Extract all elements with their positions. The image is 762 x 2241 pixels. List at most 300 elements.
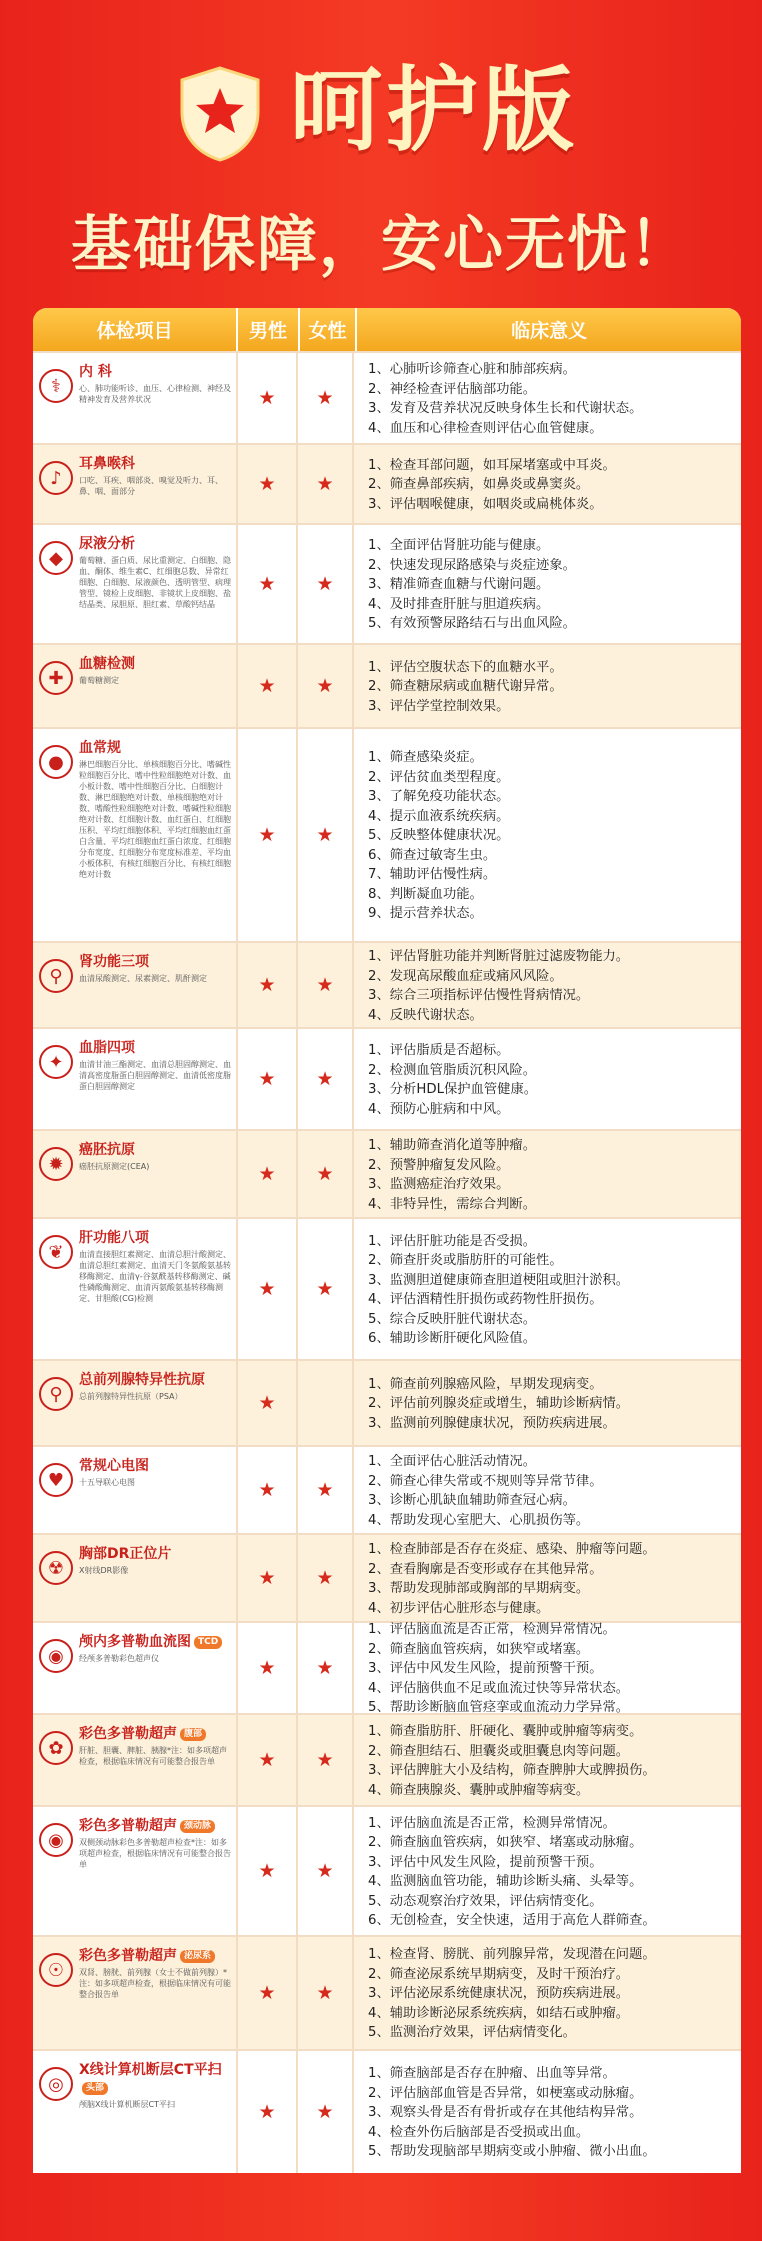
- icon-glyph: ☢: [47, 1557, 65, 1579]
- blood-drop-plus-icon: [39, 661, 73, 695]
- exam-description: 经颅多普勒彩色超声仪: [79, 1654, 159, 1663]
- meaning-line: 4、检查外伤后脑部是否受损或出血。: [368, 2124, 590, 2140]
- exam-tag: 腹部: [180, 1728, 206, 1741]
- column-header-male: 男性: [238, 308, 299, 351]
- female-mark: [298, 1535, 354, 1621]
- meaning-line: 3、评估泌尿系统健康状况，预防疾病进展。: [368, 1986, 630, 2002]
- meaning-line: 2、检测血管脂质沉积风险。: [368, 1062, 537, 1078]
- table-row: [33, 351, 741, 443]
- table-row: [33, 1217, 741, 1359]
- table-row: [33, 1359, 741, 1445]
- icon-glyph: ◉: [48, 1645, 64, 1667]
- clinical-meaning: [354, 729, 741, 941]
- exam-name-label: 颅内多普勒血流图: [79, 1634, 191, 1650]
- male-mark: [238, 1937, 298, 2049]
- star-icon: ★: [316, 1657, 334, 1679]
- exam-name-label: 常规心电图: [79, 1458, 149, 1474]
- meaning-line: 2、评估脑部血管是否异常，如梗塞或动脉瘤。: [368, 2085, 643, 2101]
- male-mark: [238, 729, 298, 941]
- male-mark: [238, 1029, 298, 1129]
- doctor-icon: [39, 369, 73, 403]
- meaning-line: 1、评估脑血流是否正常，检测异常情况。: [368, 1815, 616, 1831]
- table-row: [33, 1533, 741, 1621]
- star-icon: ★: [316, 1163, 334, 1185]
- exam-description: 葡萄糖测定: [79, 676, 119, 685]
- meaning-line: 2、筛查肝炎或脂肪肝的可能性。: [368, 1253, 563, 1268]
- exam-item-text: [79, 739, 232, 880]
- meaning-line: 5、帮助发现脑部早期病变或小肿瘤、微小出血。: [368, 2144, 656, 2160]
- clinical-meaning: [354, 1219, 741, 1359]
- exam-name: [79, 1229, 232, 1247]
- icon-glyph: ✦: [48, 1051, 64, 1073]
- meaning-line: 1、心肺听诊筛查心脏和肺部疾病。: [368, 362, 576, 377]
- exam-name: [79, 1545, 171, 1563]
- meaning-line: 3、监测胆道健康筛查胆道梗阻或胆汁淤积。: [368, 1272, 630, 1288]
- exam-name: [79, 1371, 205, 1389]
- clinical-meaning: [354, 1029, 741, 1129]
- exam-item-text: [79, 535, 232, 610]
- exam-item: [33, 1131, 238, 1217]
- star-icon: ★: [316, 1068, 334, 1090]
- exam-item: [33, 353, 238, 443]
- meaning-line: 3、监测前列腺健康状况，预防疾病进展。: [368, 1415, 616, 1431]
- meaning-line: 4、预防心脏病和中风。: [368, 1101, 510, 1117]
- female-mark: [298, 1447, 354, 1533]
- meaning-line: 4、非特异性，需综合判断。: [368, 1196, 537, 1212]
- table-row: [33, 1027, 741, 1129]
- xray-icon: [39, 1551, 73, 1585]
- clinical-meaning: [354, 525, 741, 643]
- table-row: [33, 523, 741, 643]
- exam-name-label: 血糖检测: [79, 656, 135, 672]
- star-icon: ★: [316, 974, 334, 996]
- star-icon: ★: [258, 1657, 276, 1679]
- column-header-item: 体检项目: [33, 308, 238, 351]
- male-mark: [238, 445, 298, 523]
- page-title: 呵护版: [290, 57, 579, 164]
- female-mark: [298, 1937, 354, 2049]
- exam-name: [79, 2061, 232, 2097]
- exam-name: [79, 535, 232, 553]
- exam-description: 颅脑X线计算机断层CT平扫: [79, 2100, 175, 2109]
- meaning-line: 3、精准筛查血糖与代谢问题。: [368, 577, 550, 593]
- exam-item: [33, 1807, 238, 1935]
- icon-glyph: ✚: [48, 667, 64, 689]
- male-mark: [238, 1623, 298, 1713]
- icon-glyph: ●: [48, 751, 64, 773]
- exam-item: [33, 1219, 238, 1359]
- exam-item-text: [79, 1229, 232, 1304]
- exam-name: [79, 455, 232, 473]
- female-mark: [298, 525, 354, 643]
- exam-name: [79, 1141, 149, 1159]
- exam-item: [33, 2051, 238, 2173]
- icon-glyph: ☉: [47, 1959, 65, 1981]
- exam-item-text: [79, 953, 207, 984]
- star-icon: ★: [316, 573, 334, 595]
- exam-description: 口吃、耳疾、咽部炎、嗅觉及听力、耳、鼻、咽、面部分: [79, 476, 223, 496]
- exam-description: 心、肺功能听诊、血压、心律检测、神经及精神发育及营养状况: [79, 384, 231, 404]
- exam-item-text: [79, 1457, 149, 1488]
- table-body: [33, 351, 741, 2173]
- meaning-line: 1、评估肝脏功能是否受损。: [368, 1233, 537, 1249]
- abdomen-icon: [39, 1731, 73, 1765]
- blood-drop-icon: [39, 745, 73, 779]
- exam-name-label: 尿液分析: [79, 536, 135, 552]
- meaning-line: 1、检查肺部是否存在炎症、感染、肿瘤等问题。: [368, 1542, 656, 1557]
- exam-item: [33, 445, 238, 523]
- clinical-meaning: [354, 1807, 741, 1935]
- star-icon: ★: [316, 1860, 334, 1882]
- male-mark: [238, 1131, 298, 1217]
- male-mark: [238, 1807, 298, 1935]
- meaning-line: 2、快速发现尿路感染与炎症迹象。: [368, 557, 576, 573]
- exam-tag: 泌尿系: [180, 1950, 215, 1963]
- clinical-meaning: [354, 1535, 741, 1621]
- star-icon: ★: [258, 1567, 276, 1589]
- column-header-female: 女性: [300, 308, 358, 351]
- hero-banner: [0, 0, 762, 310]
- exam-description: 血清尿酸测定、尿素测定、肌酐测定: [79, 974, 207, 983]
- exam-name-label: 胸部DR正位片: [79, 1546, 172, 1562]
- checkup-table: [33, 308, 741, 2173]
- meaning-line: 4、评估脑供血不足或血流过快等异常状态。: [368, 1680, 630, 1696]
- meaning-line: 2、发现高尿酸血症或痛风风险。: [368, 968, 563, 984]
- meaning-line: 5、帮助诊断脑血管痉挛或血流动力学异常。: [368, 1700, 630, 1716]
- meaning-line: 1、筛查感染炎症。: [368, 750, 483, 766]
- meaning-line: 2、筛查脑血管疾病，如狭窄或堵塞。: [368, 1641, 590, 1657]
- exam-name-label: X线计算机断层CT平扫: [79, 2062, 222, 2078]
- exam-tag: TCD: [194, 1636, 222, 1649]
- star-icon: ★: [258, 1068, 276, 1090]
- meaning-line: 2、评估前列腺炎症或增生，辅助诊断病情。: [368, 1396, 630, 1412]
- exam-item-text: [79, 655, 135, 686]
- meaning-line: 3、综合三项指标评估慢性肾病情况。: [368, 988, 590, 1003]
- meaning-line: 2、筛查心律失常或不规则等异常节律。: [368, 1473, 603, 1489]
- table-row: [33, 643, 741, 727]
- star-icon: ★: [258, 1278, 276, 1300]
- column-header-meaning: 临床意义: [511, 320, 588, 342]
- drop-icon: [39, 541, 73, 575]
- female-mark: [298, 729, 354, 941]
- exam-item: [33, 1361, 238, 1445]
- star-icon: ★: [258, 1392, 276, 1414]
- meaning-line: 6、辅助诊断肝硬化风险值。: [368, 1331, 537, 1346]
- exam-name: [79, 953, 207, 971]
- exam-name-label: 血常规: [79, 740, 121, 756]
- female-mark: [298, 943, 354, 1027]
- table-row: [33, 1805, 741, 1935]
- meaning-line: 2、查看胸廓是否变形或存在其他异常。: [368, 1561, 603, 1577]
- exam-description: 血清甘油三酯测定、血清总胆固醇测定、血清高密度脂蛋白胆固醇测定、血清低密度脂蛋白胆固醇测定: [79, 1060, 231, 1091]
- meaning-line: 3、帮助发现肺部或胸部的早期病变。: [368, 1581, 590, 1596]
- kidney-search-icon: [39, 959, 73, 993]
- star-icon: ★: [316, 824, 334, 846]
- male-mark: [238, 353, 298, 443]
- star-icon: ★: [316, 1278, 334, 1300]
- meaning-line: 6、无创检查，安全快速，适用于高危人群筛查。: [368, 1913, 656, 1928]
- meaning-line: 3、诊断心肌缺血辅助筛查冠心病。: [368, 1493, 576, 1508]
- star-icon: ★: [258, 1860, 276, 1882]
- male-mark: [238, 525, 298, 643]
- meaning-line: 4、帮助发现心室肥大、心肌损伤等。: [368, 1512, 590, 1528]
- meaning-line: 3、评估脾脏大小及结构，筛查脾肿大或脾损伤。: [368, 1763, 656, 1778]
- exam-item-text: [79, 1633, 222, 1664]
- icon-glyph: ◎: [48, 2073, 64, 2095]
- star-icon: ★: [316, 2101, 334, 2123]
- meaning-line: 2、预警肿瘤复发风险。: [368, 1157, 510, 1173]
- exam-description: X射线DR影像: [79, 1566, 129, 1575]
- meaning-line: 4、评估酒精性肝损伤或药物性肝损伤。: [368, 1292, 603, 1307]
- meaning-line: 6、筛查过敏寄生虫。: [368, 847, 497, 863]
- meaning-line: 2、筛查泌尿系统早期病变，及时干预治疗。: [368, 1966, 630, 1982]
- meaning-line: 1、全面评估肾脏功能与健康。: [368, 538, 550, 554]
- meaning-line: 4、筛查胰腺炎、囊肿或肿瘤等病变。: [368, 1782, 590, 1798]
- star-icon: ★: [258, 675, 276, 697]
- star-icon: ★: [316, 675, 334, 697]
- star-icon: ★: [316, 1567, 334, 1589]
- clinical-meaning: [354, 1447, 741, 1533]
- exam-item-text: [79, 2061, 232, 2110]
- meaning-line: 2、神经检查评估脑部功能。: [368, 381, 537, 397]
- table-row: [33, 727, 741, 941]
- meaning-line: 1、辅助筛查消化道等肿瘤。: [368, 1138, 537, 1153]
- clinical-meaning: [354, 1361, 741, 1445]
- exam-item: [33, 943, 238, 1027]
- male-mark: [238, 645, 298, 727]
- meaning-line: 1、检查肾、膀胱、前列腺异常，发现潜在问题。: [368, 1947, 656, 1963]
- exam-item-text: [79, 455, 232, 497]
- antigen-icon: [39, 1147, 73, 1181]
- clinical-meaning: [354, 1622, 741, 1716]
- exam-item: [33, 1623, 238, 1713]
- star-icon: ★: [316, 473, 334, 495]
- female-mark: [298, 1715, 354, 1805]
- female-mark: [298, 2051, 354, 2173]
- meaning-line: 1、评估肾脏功能并判断肾脏过滤废物能力。: [368, 949, 630, 964]
- exam-name-label: 彩色多普勒超声: [79, 1726, 177, 1742]
- meaning-line: 2、筛查糖尿病或血糖代谢异常。: [368, 679, 563, 695]
- exam-name-label: 肝功能八项: [79, 1230, 149, 1246]
- table-row: [33, 2049, 741, 2173]
- exam-description: 十五导联心电图: [79, 1478, 135, 1487]
- exam-description: 总前列腺特异性抗原（PSA）: [79, 1392, 183, 1401]
- meaning-line: 1、筛查前列腺癌风险，早期发现病变。: [368, 1376, 603, 1392]
- meaning-line: 2、筛查鼻部疾病，如鼻炎或鼻窦炎。: [368, 477, 590, 493]
- exam-name: [79, 1947, 232, 1965]
- table-row: [33, 1621, 741, 1716]
- exam-description: 淋巴细胞百分比、单核细胞百分比、嗜碱性粒细胞百分比、嗜中性粒细胞绝对计数、血小板计数、嗜中性细胞百分比、白细胞计数、淋巴细胞绝对计数、单核细胞绝对计数、嗜酸性粒细胞绝对计数、嗜碱性粒细胞绝对计数、红细胞计数、血红蛋白、红细胞压积、平均红细胞体积、平均红细胞血红蛋白含量、平均红细胞血红蛋白浓度、红细胞分布宽度、红细胞分布宽度标准差、平均血小板体积、有核红细胞百分比、有核红细胞绝对计数: [79, 760, 231, 879]
- exam-description: 双肾、膀胱、前列腺（女士不做前列腺）*注：如多项超声检查，根据临床情况有可能整合报告单: [79, 1968, 231, 1999]
- meaning-line: 2、筛查脑血管疾病，如狭窄、堵塞或动脉瘤。: [368, 1835, 643, 1850]
- meaning-line: 8、判断凝血功能。: [368, 886, 483, 902]
- male-mark: [238, 1447, 298, 1533]
- meaning-line: 9、提示营养状态。: [368, 906, 483, 922]
- star-icon: ★: [258, 387, 276, 409]
- star-icon: ★: [258, 2101, 276, 2123]
- exam-item: [33, 645, 238, 727]
- meaning-line: 1、全面评估心脏活动情况。: [368, 1454, 537, 1469]
- clinical-meaning: [354, 2051, 741, 2173]
- meaning-line: 5、动态观察治疗效果，评估病情变化。: [368, 1893, 603, 1909]
- exam-name-label: 彩色多普勒超声: [79, 1818, 177, 1834]
- blood-lipid-icon: [39, 1045, 73, 1079]
- table-row: [33, 1935, 741, 2049]
- clinical-meaning: [354, 943, 741, 1027]
- icon-glyph: ⚕: [51, 375, 61, 397]
- exam-item-text: [79, 1947, 232, 2000]
- exam-item: [33, 1535, 238, 1621]
- exam-name: [79, 1457, 149, 1475]
- exam-name: [79, 1633, 222, 1651]
- meaning-line: 3、评估中风发生风险，提前预警干预。: [368, 1854, 603, 1870]
- table-header: [33, 308, 741, 351]
- star-icon: ★: [316, 1749, 334, 1771]
- icon-glyph: ✿: [48, 1737, 64, 1759]
- female-mark: [298, 445, 354, 523]
- exam-name-label: 癌胚抗原: [79, 1142, 135, 1158]
- exam-description: 双侧颈动脉彩色多普勒超声检查*注：如多项超声检查，根据临床情况有可能整合报告单: [79, 1838, 231, 1869]
- star-shield-icon: [178, 66, 262, 162]
- star-icon: ★: [258, 1749, 276, 1771]
- female-mark: [298, 353, 354, 443]
- table-row: [33, 1129, 741, 1217]
- star-icon: ★: [258, 824, 276, 846]
- meaning-line: 3、了解免疫功能状态。: [368, 789, 510, 805]
- meaning-line: 1、检查耳部问题，如耳屎堵塞或中耳炎。: [368, 457, 616, 473]
- exam-name-label: 肾功能三项: [79, 954, 149, 970]
- exam-name-label: 彩色多普勒超声: [79, 1948, 177, 1964]
- female-mark: [298, 645, 354, 727]
- exam-item-text: [79, 1039, 232, 1092]
- meaning-line: 4、及时排查肝脏与胆道疾病。: [368, 596, 550, 612]
- meaning-line: 3、观察头骨是否有骨折或存在其他结构异常。: [368, 2105, 643, 2121]
- meaning-line: 1、筛查脂肪肝、肝硬化、囊肿或肿瘤等病变。: [368, 1724, 643, 1739]
- star-icon: ★: [316, 387, 334, 409]
- table-row: [33, 1445, 741, 1533]
- star-icon: ★: [258, 974, 276, 996]
- clinical-meaning: [354, 1715, 741, 1805]
- star-icon: ★: [258, 1479, 276, 1501]
- ecg-icon: [39, 1463, 73, 1497]
- meaning-line: 4、监测脑血管功能，辅助诊断头痛、头晕等。: [368, 1874, 643, 1889]
- meaning-line: 5、有效预警尿路结石与出血风险。: [368, 616, 576, 632]
- table-row: [33, 941, 741, 1027]
- icon-glyph: ◆: [49, 547, 63, 569]
- meaning-line: 4、反映代谢状态。: [368, 1007, 483, 1023]
- meaning-line: 1、评估空腹状态下的血糖水平。: [368, 659, 563, 675]
- exam-name-label: 血脂四项: [79, 1040, 135, 1056]
- exam-name: [79, 363, 232, 381]
- exam-item-text: [79, 1545, 171, 1576]
- female-mark: [298, 1219, 354, 1359]
- clinical-meaning: [354, 353, 741, 443]
- star-icon: ★: [258, 473, 276, 495]
- male-mark: [238, 943, 298, 1027]
- male-mark: [238, 1361, 298, 1445]
- female-mark: [298, 1623, 354, 1713]
- male-mark: [238, 2051, 298, 2173]
- meaning-line: 4、提示血液系统疾病。: [368, 808, 510, 824]
- exam-item-text: [79, 1141, 149, 1172]
- page-subtitle: 基础保障，安心无忧！: [71, 210, 691, 280]
- table-row: [33, 443, 741, 523]
- meaning-line: 7、辅助评估慢性病。: [368, 867, 497, 883]
- exam-item: [33, 1029, 238, 1129]
- clinical-meaning: [354, 1131, 741, 1217]
- clinical-meaning: [354, 445, 741, 523]
- exam-name: [79, 1039, 232, 1057]
- table-row: [33, 1713, 741, 1805]
- icon-glyph: ✹: [48, 1153, 64, 1175]
- ct-scanner-icon: [39, 2067, 73, 2101]
- exam-name: [79, 655, 135, 673]
- exam-description: 肝脏、胆囊、脾脏、胰腺*注：如多项超声检查，根据临床情况有可能整合报告单: [79, 1746, 227, 1766]
- exam-item-text: [79, 363, 232, 405]
- exam-tag: 头部: [82, 2082, 108, 2095]
- exam-item: [33, 1447, 238, 1533]
- star-icon: ★: [316, 1982, 334, 2004]
- exam-description: 癌胚抗原测定(CEA): [79, 1162, 150, 1171]
- meaning-line: 3、评估中风发生风险，提前预警干预。: [368, 1661, 603, 1677]
- exam-item-text: [79, 1725, 232, 1767]
- female-mark: [298, 1807, 354, 1935]
- exam-name-label: 内 科: [79, 364, 112, 380]
- exam-description: 葡萄糖、蛋白质、尿比重测定、白细胞、隐血、酮体、维生素C、红细胞总数、异常红细胞、白细胞、尿液颜色、透明管型、病理管型、镜检上皮细胞、非镜状上皮细胞、盐结晶类、尿胆原、胆红素、草酸钙结晶: [79, 556, 231, 609]
- meaning-line: 3、评估学堂控制效果。: [368, 698, 510, 714]
- exam-item: [33, 729, 238, 941]
- meaning-line: 1、筛查脑部是否存在肿瘤、出血等异常。: [368, 2066, 616, 2082]
- exam-name: [79, 739, 232, 757]
- female-mark: [298, 1131, 354, 1217]
- icon-glyph: ⚲: [49, 1383, 63, 1405]
- exam-item: [33, 1715, 238, 1805]
- meaning-line: 3、监测癌症治疗效果。: [368, 1177, 510, 1192]
- meaning-line: 5、反映整体健康状况。: [368, 828, 510, 844]
- exam-item: [33, 1937, 238, 2049]
- magnifier-icon: [39, 1377, 73, 1411]
- exam-name-label: 耳鼻喉科: [79, 456, 135, 472]
- female-mark: [298, 1029, 354, 1129]
- meaning-line: 4、血压和心律检查则评估心血管健康。: [368, 420, 603, 436]
- exam-tag: 颈动脉: [180, 1820, 215, 1833]
- star-icon: ★: [258, 1163, 276, 1185]
- meaning-line: 5、监测治疗效果，评估病情变化。: [368, 2025, 576, 2041]
- exam-item-text: [79, 1817, 232, 1870]
- star-icon: ★: [258, 573, 276, 595]
- exam-item: [33, 525, 238, 643]
- neck-monitor-icon: [39, 1823, 73, 1857]
- meaning-line: 1、评估脂质是否超标。: [368, 1043, 510, 1058]
- clinical-meaning: [354, 1937, 741, 2049]
- star-icon: ★: [258, 1982, 276, 2004]
- meaning-line: 1、评估脑血流是否正常，检测异常情况。: [368, 1622, 616, 1638]
- exam-description: 血清直接胆红素测定、血清总胆汁酸测定、血清总胆红素测定、血清天门冬氨酸氨基转移酶测定、血清γ-谷氨酰基转移酶测定、碱性磷酸酶测定、血清丙氨酸氨基转移酶测定、甘胆酸(CG)检测: [79, 1250, 231, 1303]
- male-mark: [238, 1535, 298, 1621]
- icon-glyph: ♥: [47, 1469, 65, 1491]
- meaning-line: 3、发育及营养状况反映身体生长和代谢状态。: [368, 401, 643, 416]
- male-mark: [238, 1715, 298, 1805]
- icon-glyph: ◉: [48, 1829, 64, 1851]
- female-mark: [298, 1361, 354, 1445]
- exam-name-label: 总前列腺特异性抗原: [79, 1372, 205, 1388]
- exam-name: [79, 1817, 232, 1835]
- icon-glyph: ⚲: [49, 965, 63, 987]
- meaning-line: 2、评估贫血类型程度。: [368, 769, 510, 785]
- icon-glyph: ♪: [50, 467, 62, 489]
- urinary-icon: [39, 1953, 73, 1987]
- meaning-line: 2、筛查胆结石、胆囊炎或胆囊息肉等问题。: [368, 1743, 630, 1759]
